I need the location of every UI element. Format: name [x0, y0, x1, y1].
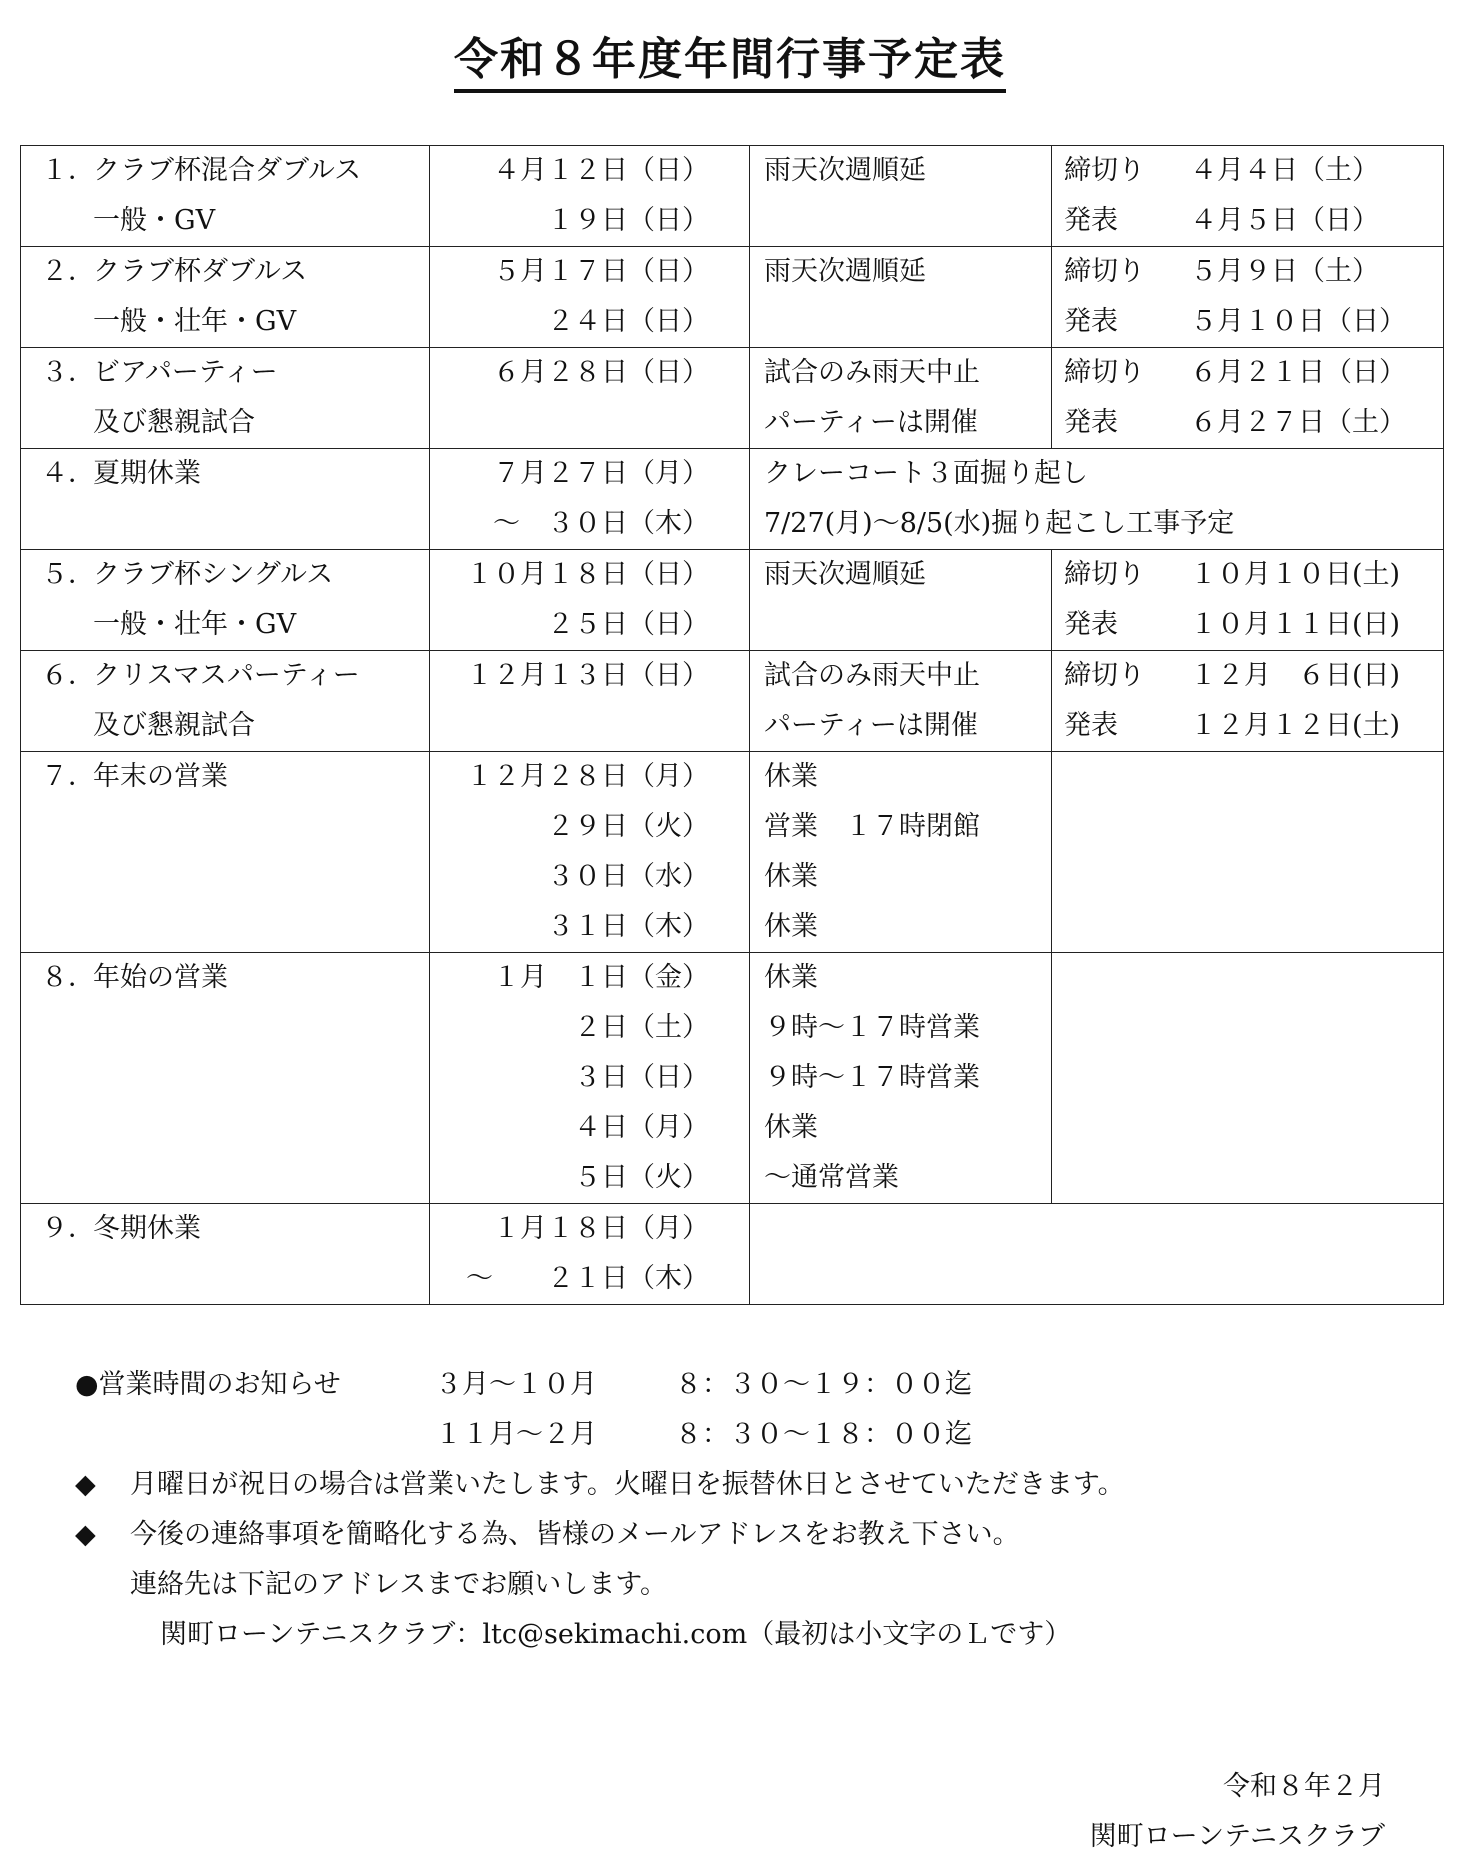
event-cell	[21, 550, 430, 651]
event-name: クラブ杯ダブルス	[93, 256, 308, 287]
diamond-bullet-icon: ◆	[75, 1519, 96, 1550]
row-number: ２．	[41, 256, 95, 287]
schedule-row	[21, 348, 1444, 449]
event-name: 一般・壮年・GV	[93, 306, 297, 337]
hours-period: ３月～１０月	[435, 1369, 597, 1400]
event-note: 試合のみ雨天中止	[764, 660, 980, 691]
event-note: ９時～１７時営業	[764, 1012, 980, 1043]
row-number: ８．	[41, 962, 95, 993]
notice-holiday	[75, 1460, 1125, 1510]
hours-time: ８：３０～１８：００迄	[675, 1419, 972, 1450]
event-date: ～ ３０日（木）	[493, 508, 709, 539]
event-date: ４日（月）	[574, 1112, 709, 1143]
deadline-label: 締切り	[1064, 357, 1145, 388]
notice-text: 月曜日が祝日の場合は営業いたします。火曜日を振替休日とさせていただきます。	[130, 1469, 1125, 1500]
footer	[1090, 1762, 1385, 1862]
hours-row-1	[75, 1360, 1125, 1410]
event-note: 試合のみ雨天中止	[764, 357, 980, 388]
event-date: １０月１８日（日）	[466, 559, 709, 590]
deadline-cell	[1052, 953, 1444, 1204]
announce-label: 発表	[1064, 205, 1118, 236]
deadline-cell	[1052, 651, 1444, 752]
event-note: 雨天次週順延	[764, 256, 926, 287]
note-cell	[750, 752, 1052, 953]
event-name: 冬期休業	[93, 1213, 201, 1244]
event-date: ６月２８日（日）	[493, 357, 709, 388]
date-cell	[430, 348, 750, 449]
deadline-label: 締切り	[1064, 559, 1145, 590]
event-name: 年始の営業	[93, 962, 228, 993]
event-date: ２５日（日）	[547, 609, 709, 640]
event-date: １月 １日（金）	[493, 962, 709, 993]
announce-date: １０月１１日(日)	[1190, 609, 1401, 640]
notice-text: 今後の連絡事項を簡略化する為、皆様のメールアドレスをお教え下さい。	[130, 1519, 1020, 1550]
note-cell	[750, 348, 1052, 449]
schedule-row	[21, 247, 1444, 348]
row-number: １．	[41, 155, 95, 186]
event-date: １月１８日（月）	[493, 1213, 709, 1244]
event-note: ～通常営業	[764, 1162, 899, 1193]
deadline-label: 締切り	[1064, 155, 1145, 186]
notes-section	[75, 1360, 1125, 1660]
event-date: ５月１７日（日）	[493, 256, 709, 287]
schedule-row	[21, 550, 1444, 651]
date-cell	[430, 449, 750, 550]
announce-label: 発表	[1064, 407, 1118, 438]
deadline-date: ６月２１日（日）	[1190, 357, 1406, 388]
event-date: ５日（火）	[574, 1162, 709, 1193]
event-note: 雨天次週順延	[764, 155, 926, 186]
event-name: クラブ杯シングルス	[93, 559, 334, 590]
row-number: ７．	[41, 761, 95, 792]
event-note: 休業	[764, 911, 818, 942]
note-cell	[750, 953, 1052, 1204]
date-cell	[430, 651, 750, 752]
event-note: 休業	[764, 962, 818, 993]
schedule-row	[21, 651, 1444, 752]
schedule-row	[21, 449, 1444, 550]
event-name: 及び懇親試合	[93, 710, 255, 741]
note-cell	[750, 550, 1052, 651]
event-note: パーティーは開催	[764, 407, 978, 438]
event-note: ９時～１７時営業	[764, 1062, 980, 1093]
deadline-date: ４月４日（土）	[1190, 155, 1379, 186]
event-cell	[21, 752, 430, 953]
note-cell	[750, 1204, 1444, 1305]
event-date: ３日（日）	[574, 1062, 709, 1093]
event-date: １２月１３日（日）	[466, 660, 709, 691]
page-title: 令和８年度年間行事予定表	[0, 30, 1460, 90]
event-note: 営業 １７時閉館	[764, 811, 980, 842]
event-name: 及び懇親試合	[93, 407, 255, 438]
contact-line: 連絡先は下記のアドレスまでお願いします。	[130, 1569, 668, 1600]
announce-date: ５月１０日（日）	[1190, 306, 1406, 337]
hours-time: ８：３０～１９：００迄	[675, 1369, 972, 1400]
event-cell	[21, 146, 430, 247]
event-date: ４月１２日（日）	[493, 155, 709, 186]
event-date: ２日（土）	[574, 1012, 709, 1043]
event-date: ７月２７日（月）	[493, 458, 709, 489]
date-cell	[430, 247, 750, 348]
schedule-row	[21, 1204, 1444, 1305]
event-note: 休業	[764, 1112, 818, 1143]
event-name: クリスマスパーティー	[93, 660, 360, 691]
event-date: ２４日（日）	[547, 306, 709, 337]
hours-label: ●営業時間のお知らせ	[75, 1369, 341, 1400]
event-note: 休業	[764, 761, 818, 792]
hours-period: １１月～２月	[435, 1419, 597, 1450]
schedule-row	[21, 146, 1444, 247]
event-cell	[21, 247, 430, 348]
event-date: ～ ２１日（木）	[466, 1263, 709, 1294]
event-name: 一般・壮年・GV	[93, 609, 297, 640]
note-cell	[750, 247, 1052, 348]
note-cell	[750, 146, 1052, 247]
deadline-date: ５月９日（土）	[1190, 256, 1379, 287]
hours-row-2	[75, 1410, 1125, 1460]
row-number: ３．	[41, 357, 95, 388]
deadline-date: １０月１０日(土)	[1190, 559, 1401, 590]
event-note: パーティーは開催	[764, 710, 978, 741]
row-number: ９．	[41, 1213, 95, 1244]
event-name: 年末の営業	[93, 761, 228, 792]
date-cell	[430, 953, 750, 1204]
deadline-cell	[1052, 146, 1444, 247]
event-note: クレーコート３面掘り起し	[764, 458, 1088, 489]
schedule-row	[21, 953, 1444, 1204]
date-cell	[430, 146, 750, 247]
deadline-label: 締切り	[1064, 660, 1145, 691]
announce-date: ６月２７日（土）	[1190, 407, 1406, 438]
event-date: ２９日（火）	[547, 811, 709, 842]
event-name: ビアパーティー	[93, 357, 278, 388]
date-cell	[430, 752, 750, 953]
email-line: 関町ローンテニスクラブ：ltc@sekimachi.com（最初は小文字のＬです）	[160, 1619, 1072, 1650]
row-number: ４．	[41, 458, 95, 489]
event-cell	[21, 449, 430, 550]
footer-date: 令和８年２月	[1223, 1771, 1385, 1802]
event-name: クラブ杯混合ダブルス	[93, 155, 362, 186]
note-cell	[750, 449, 1444, 550]
event-name: 夏期休業	[93, 458, 201, 489]
deadline-date: １２月 ６日(日)	[1190, 660, 1401, 691]
deadline-label: 締切り	[1064, 256, 1145, 287]
announce-date: ４月５日（日）	[1190, 205, 1379, 236]
row-number: ６．	[41, 660, 95, 691]
deadline-cell	[1052, 752, 1444, 953]
diamond-bullet-icon: ◆	[75, 1469, 96, 1500]
footer-org: 関町ローンテニスクラブ	[1089, 1821, 1385, 1852]
event-cell	[21, 348, 430, 449]
schedule-table	[20, 145, 1444, 1305]
deadline-cell	[1052, 247, 1444, 348]
notice-email	[75, 1510, 1125, 1560]
event-cell	[21, 953, 430, 1204]
schedule-row	[21, 752, 1444, 953]
event-note: 雨天次週順延	[764, 559, 926, 590]
event-note: 7/27(月)～8/5(水)掘り起こし工事予定	[764, 508, 1235, 539]
event-date: ３１日（木）	[547, 911, 709, 942]
deadline-cell	[1052, 550, 1444, 651]
event-cell	[21, 1204, 430, 1305]
event-cell	[21, 651, 430, 752]
event-date: １２月２８日（月）	[466, 761, 709, 792]
date-cell	[430, 550, 750, 651]
announce-label: 発表	[1064, 710, 1118, 741]
event-name: 一般・GV	[93, 205, 216, 236]
event-date: ３０日（水）	[547, 861, 709, 892]
deadline-cell	[1052, 348, 1444, 449]
announce-date: １２月１２日(土)	[1190, 710, 1401, 741]
date-cell	[430, 1204, 750, 1305]
row-number: ５．	[41, 559, 95, 590]
announce-label: 発表	[1064, 609, 1118, 640]
event-note: 休業	[764, 861, 818, 892]
announce-label: 発表	[1064, 306, 1118, 337]
note-cell	[750, 651, 1052, 752]
event-date: １９日（日）	[547, 205, 709, 236]
